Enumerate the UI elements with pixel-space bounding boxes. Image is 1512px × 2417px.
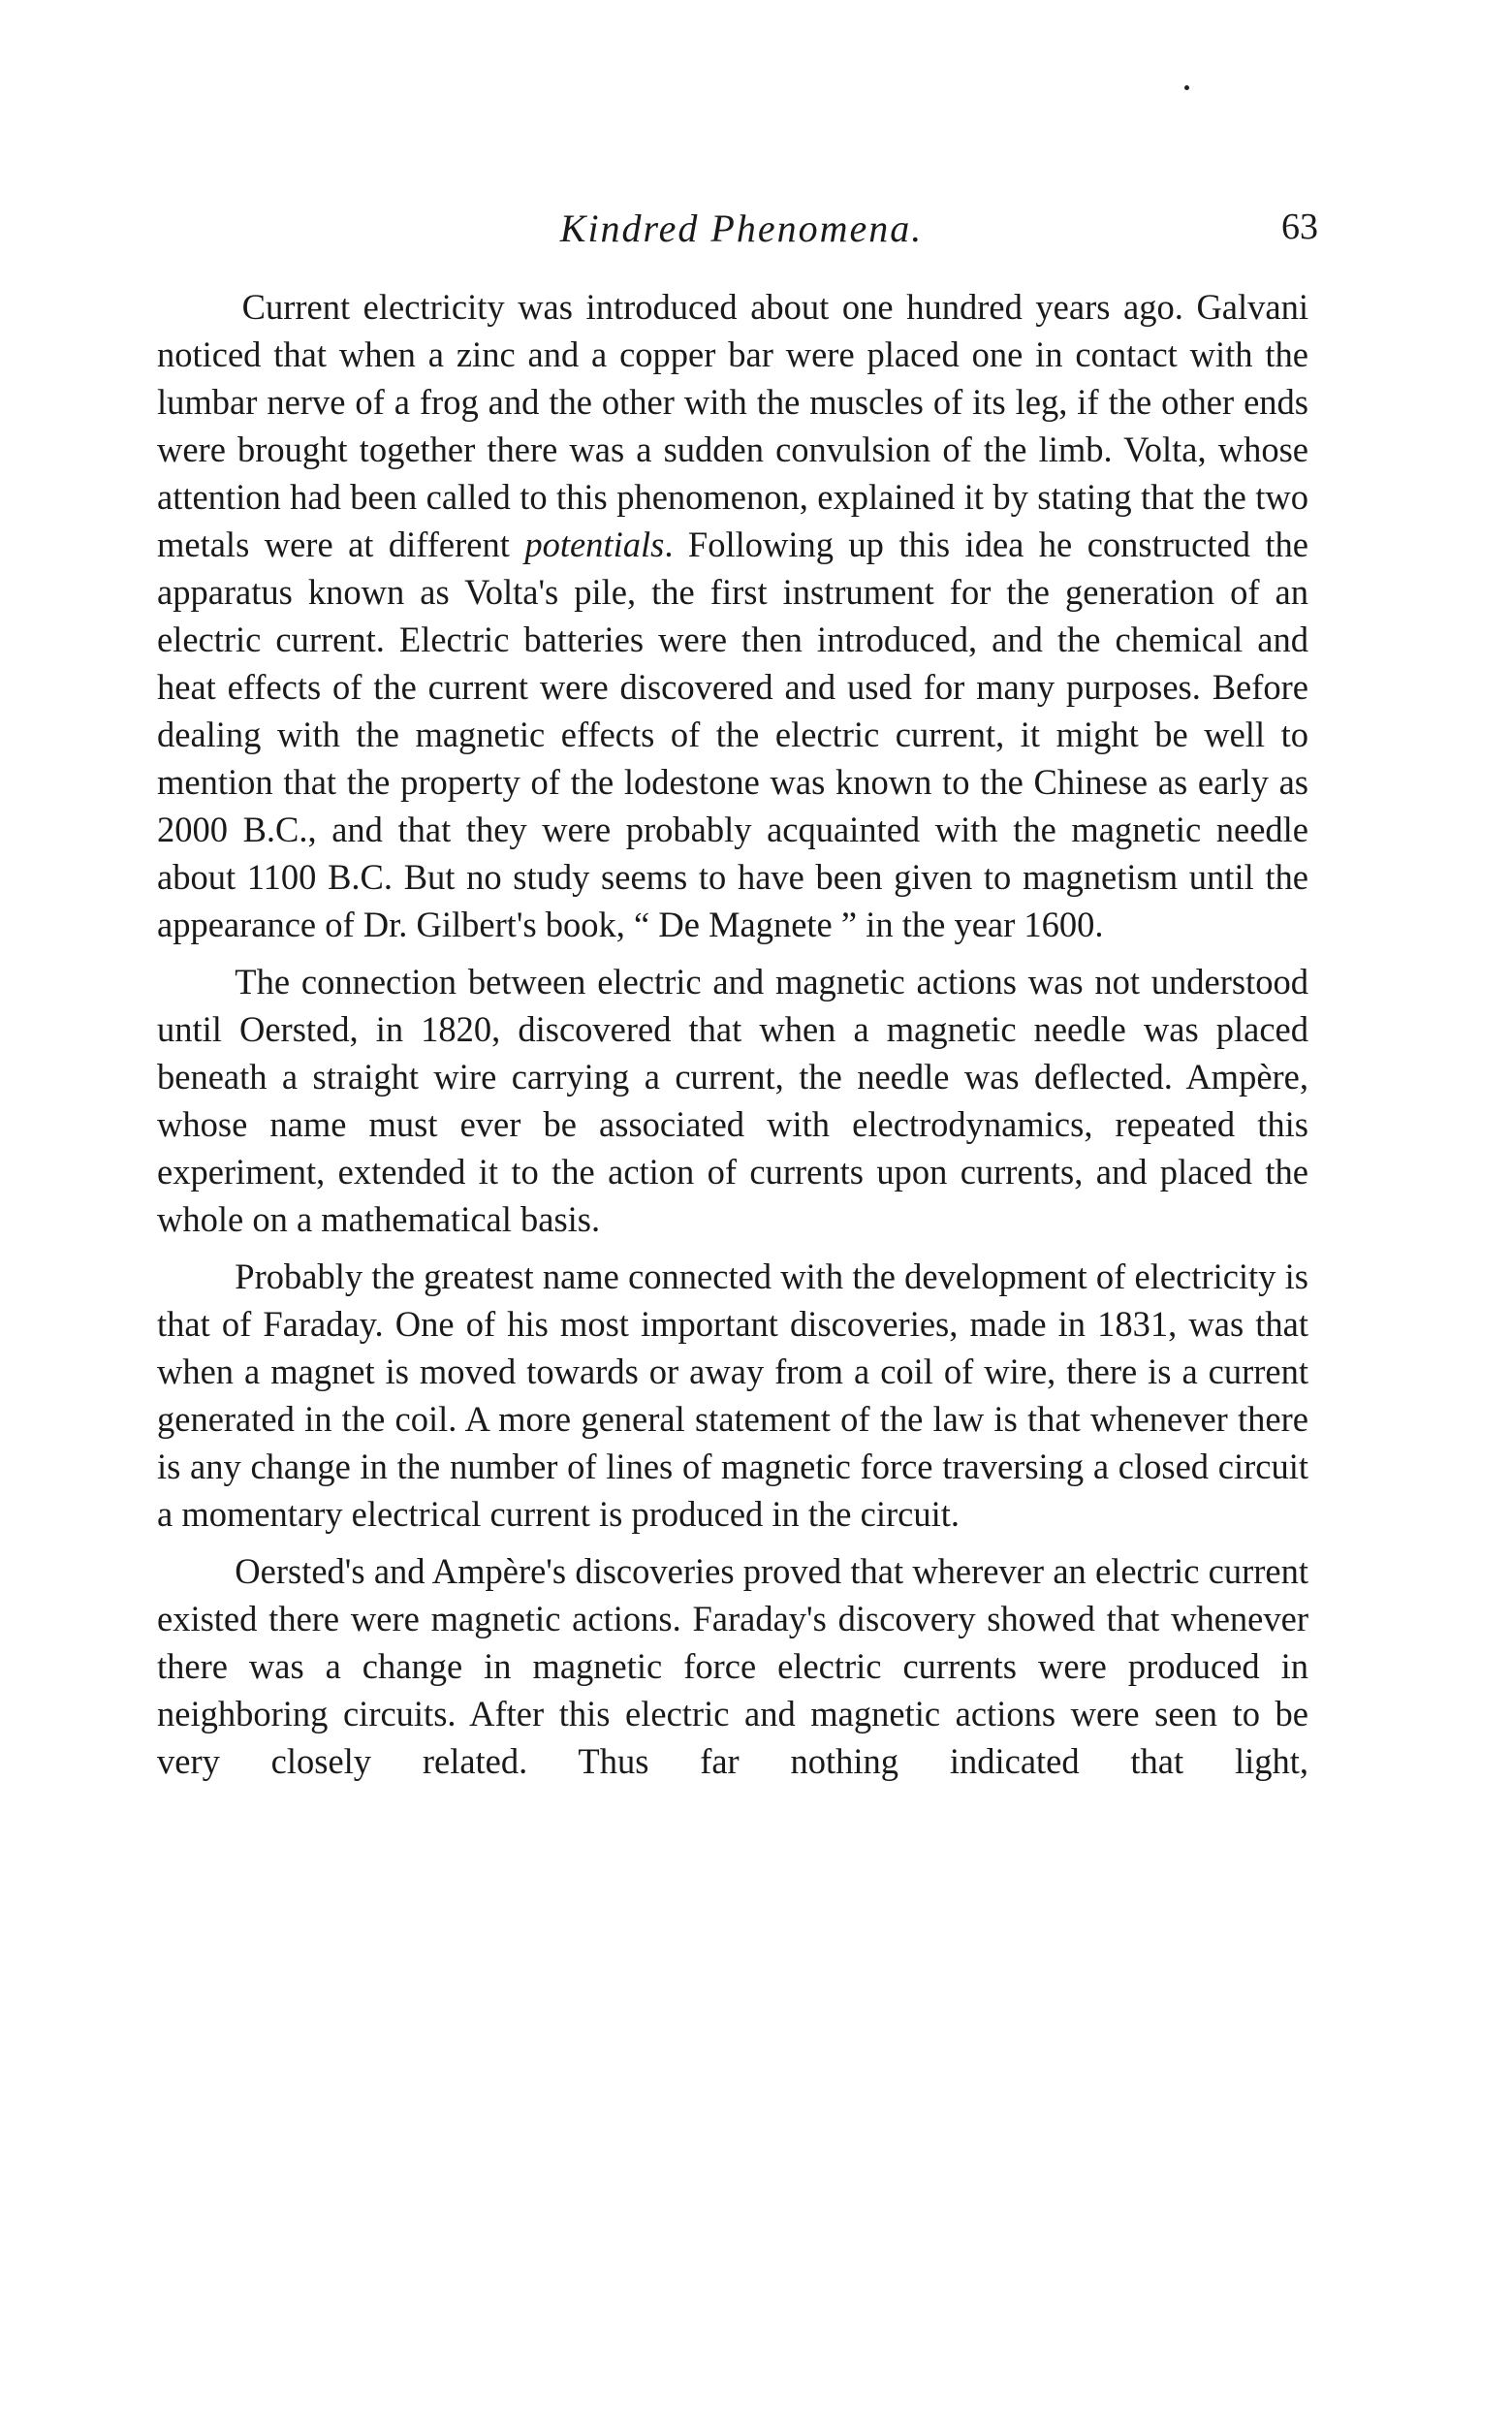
ink-speck <box>1184 85 1189 90</box>
body-text <box>157 283 1308 1795</box>
running-title: Kindred Phenomena. <box>559 207 924 250</box>
paragraph-faraday: Probably the greatest name connected with the development of electricity is that of Faraday. One of his most important discoveries, made in 1831, was that when a magnet is moved towards or away from a coil of wire, there is a current generated in the coil. A more general statement of the law is that whenever there is any change in the number of lines of magnetic force traversing a closed circuit a momentary electrical current is produced in the circuit. <box>157 1256 1308 1534</box>
paragraph-text: . Following up this idea he constructed the apparatus known as Volta's pile, the first instrument for the generation of an electric current. Electric batteries were then introduced, and the chemical and heat effects of the current were discovered and used for many purposes. Before dealing with the magnetic effects of the electric current, it might be well to mention that the property of the lodestone was known to the Chinese as early as 2000 B.C., and that they were probably acquainted with the magnetic needle about 1100 B.C. But no study seems to have been given to magnetism until the appearance of Dr. Gilbert's book, “ De Magnete ” in the year 1600. <box>157 525 1308 944</box>
paragraph-galvani-volta <box>157 283 1308 948</box>
running-head <box>165 206 1318 260</box>
paragraph-electric-magnetic: Oersted's and Ampère's discoveries proved that wherever an electric current existed there were magnetic actions. Faraday's discovery showed that whenever there was a change in magnetic force electric currents were produced in neighboring circuits. After this electric and magnetic actions were seen to be very closely related. Thus far nothing indicated that light, <box>157 1551 1308 1781</box>
paragraph-oersted-ampere: The connection between electric and magnetic actions was not understood until Oersted, in 1820, discovered that when a magnetic needle was placed beneath a straight wire carrying a current, the needle was deflected. Ampère, whose name must ever be associated with electrodynamics, repeated this experiment, extended it to the action of currents upon currents, and placed the whole on a mathematical basis. <box>157 962 1308 1239</box>
paragraph-text: Current electricity was introduced about one hundred years ago. Galvani noticed that when a zinc and a copper bar were placed one in contact with the lumbar nerve of a frog and the other with the muscles of its leg, if the other ends were brought together there was a sudden convulsion of the limb. Volta, whose attention had been called to this phenomenon, explained it by stating that the two metals were at different <box>157 287 1308 564</box>
page-number: 63 <box>1281 207 1318 247</box>
emphasized-term: potentials <box>524 525 665 564</box>
